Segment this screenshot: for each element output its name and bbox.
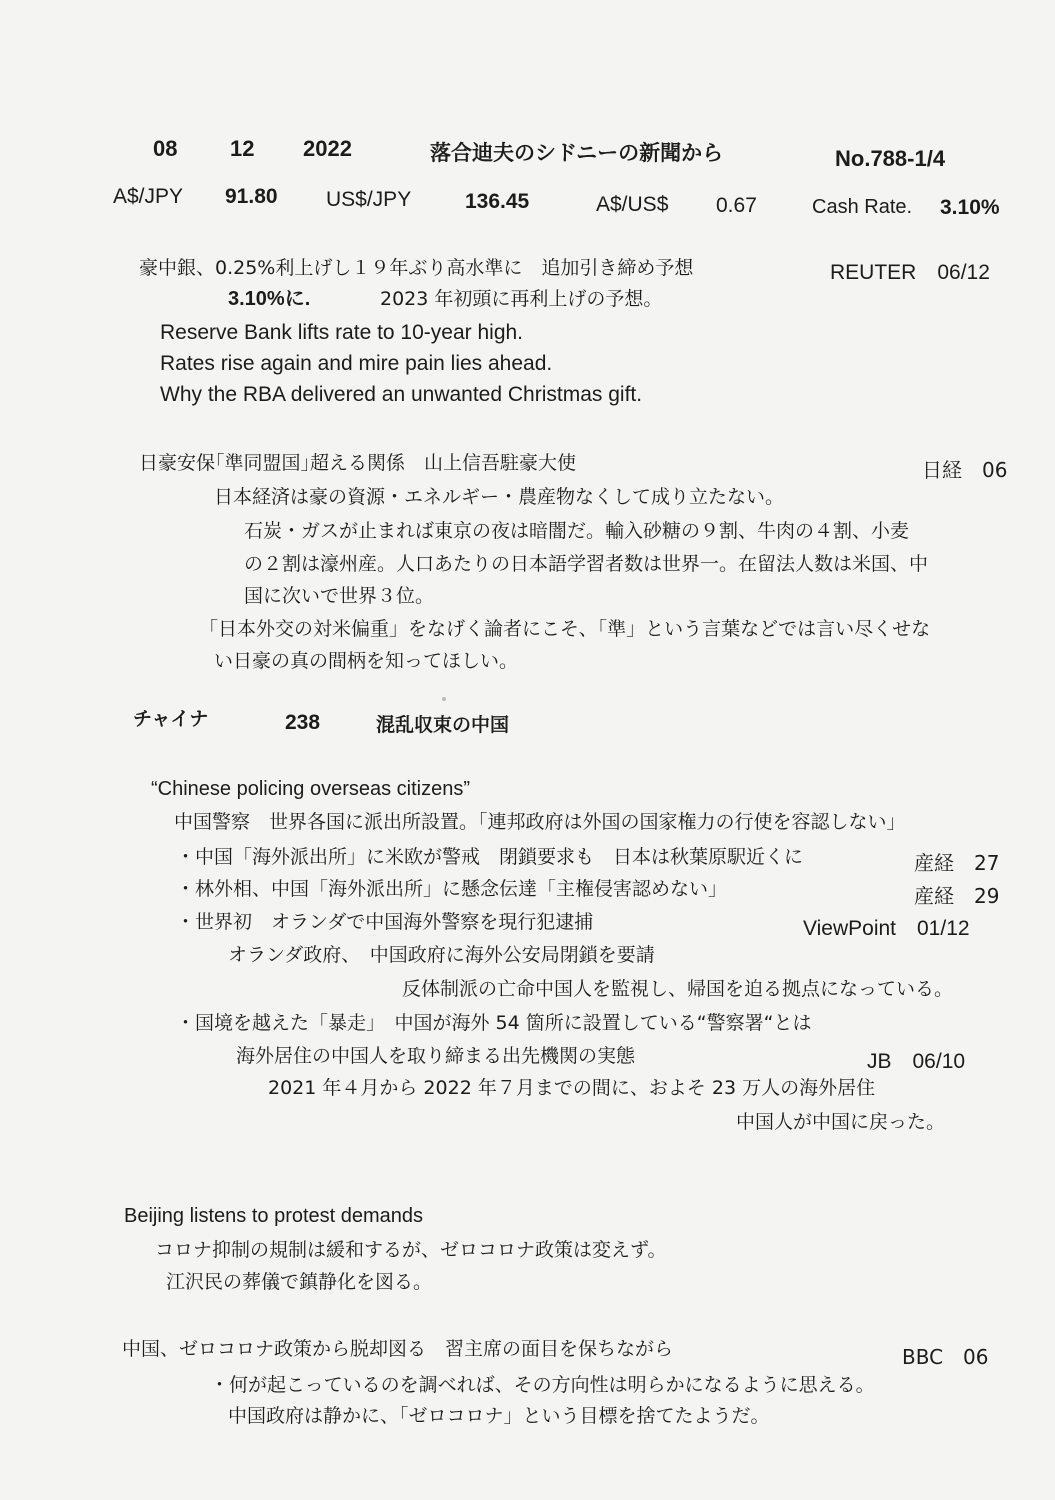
- cash-rate-label: Cash Rate.: [812, 196, 913, 218]
- article4-headline: Beijing listens to protest demands: [124, 1205, 424, 1227]
- aud-usd-label: A$/US$: [596, 193, 669, 216]
- article1-source: REUTER 06/12: [830, 261, 990, 284]
- article3-line2: オランダ政府、 中国政府に海外公安局閉鎖を要請: [228, 944, 655, 966]
- article4-line1: コロナ抑制の規制は緩和するが、ゼロコロナ政策は変えず。: [155, 1239, 667, 1261]
- article2-line2: 石炭・ガスが止まれば東京の夜は暗闇だ。輸入砂糖の９割、牛肉の４割、小麦: [244, 520, 910, 542]
- article3-line3: 反体制派の亡命中国人を監視し、帰国を迫る拠点になっている。: [402, 978, 954, 1000]
- article5-line1: 中国政府は静かに、「ゼロコロナ」という目標を捨てたようだ。: [228, 1405, 770, 1427]
- newsletter-title: 落合迪夫のシドニーの新聞から: [430, 141, 724, 165]
- article2-line5: 「日本外交の対米偏重」をなげく論者にこそ、「準」という言葉などでは言い尽くせな: [199, 618, 931, 640]
- article4-line2: 江沢民の葬儀で鎮静化を図る。: [166, 1271, 433, 1293]
- paper-speck: [442, 697, 446, 701]
- article3-bullet3: ・世界初 オランダで中国海外警察を現行犯逮捕: [176, 911, 594, 933]
- article3-quote: “Chinese policing overseas citizens”: [151, 778, 471, 800]
- article3-line6: 中国人が中国に戻った。: [736, 1111, 946, 1133]
- article3-bullet3-source: ViewPoint 01/12: [803, 917, 970, 940]
- article3-bullet4-source: JB 06/10: [867, 1050, 966, 1073]
- article2-source: 日経 06: [922, 458, 1008, 482]
- section-title: 混乱収束の中国: [376, 714, 510, 736]
- aud-usd-value: 0.67: [716, 194, 757, 217]
- article3-line5: 2021 年４月から 2022 年７月までの間に、およそ 23 万人の海外居住: [268, 1077, 876, 1099]
- aud-jpy-label: A$/JPY: [113, 185, 184, 208]
- article3-bullet1-source: 産経 27: [914, 851, 1000, 875]
- article5-headline: 中国、ゼロコロナ政策から脱却図る 習主席の面目を保ちながら: [122, 1338, 674, 1360]
- date-year: 2022: [303, 136, 352, 161]
- article3-bullet2: ・林外相、中国「海外派出所」に懸念伝達「主権侵害認めない」: [176, 878, 728, 900]
- section-number: 238: [285, 711, 321, 734]
- date-day: 08: [153, 136, 178, 161]
- article2-line3: の２割は濠州産。人口あたりの日本語学習者数は世界一。在留法人数は米国、中: [244, 553, 929, 575]
- usd-jpy-value: 136.45: [465, 190, 530, 213]
- article2-headline: 日豪安保｢準同盟国｣超える関係 山上信吾駐豪大使: [139, 452, 577, 474]
- article2-line4: 国に次いで世界３位。: [244, 585, 435, 607]
- article3-bullet4: ・国境を越えた「暴走」 中国が海外 54 箇所に設置している“警察署“とは: [176, 1012, 812, 1034]
- article2-line1: 日本経済は豪の資源・エネルギー・農産物なくして成り立たない。: [214, 486, 785, 508]
- article1-rate: 3.10%に.: [228, 288, 311, 310]
- article3-bullet2-source: 産経 29: [914, 884, 1000, 908]
- article3-line4: 海外居住の中国人を取り締まる出先機関の実態: [236, 1045, 636, 1067]
- article5-source: BBC 06: [902, 1345, 989, 1369]
- article1-headline: 豪中銀、0.25%利上げし１９年ぶり高水準に 追加引き締め予想: [139, 257, 694, 279]
- article1-note: 2023 年初頭に再利上げの予想。: [380, 288, 663, 310]
- aud-jpy-value: 91.80: [225, 185, 278, 208]
- section-label: チャイナ: [133, 708, 209, 730]
- article3-bullet1: ・中国「海外派出所」に米欧が警戒 閉鎖要求も 日本は秋葉原駅近くに: [176, 846, 804, 868]
- article1-line3: Why the RBA delivered an unwanted Christmas gift.: [160, 383, 643, 406]
- article5-bullet1: ・何が起こっているのを調べれば、その方向性は明らかになるように思える。: [210, 1374, 875, 1396]
- date-month: 12: [230, 136, 255, 161]
- article2-line6: い日豪の真の間柄を知ってほしい。: [214, 650, 519, 672]
- cash-rate-value: 3.10%: [940, 196, 1000, 219]
- issue-number: No.788-1/4: [835, 146, 946, 171]
- usd-jpy-label: US$/JPY: [326, 188, 412, 211]
- article1-line1: Reserve Bank lifts rate to 10-year high.: [160, 321, 524, 344]
- article1-line2: Rates rise again and mire pain lies ahead.: [160, 352, 553, 375]
- article3-line1: 中国警察 世界各国に派出所設置。「連邦政府は外国の国家権力の行使を容認しない」: [174, 811, 906, 833]
